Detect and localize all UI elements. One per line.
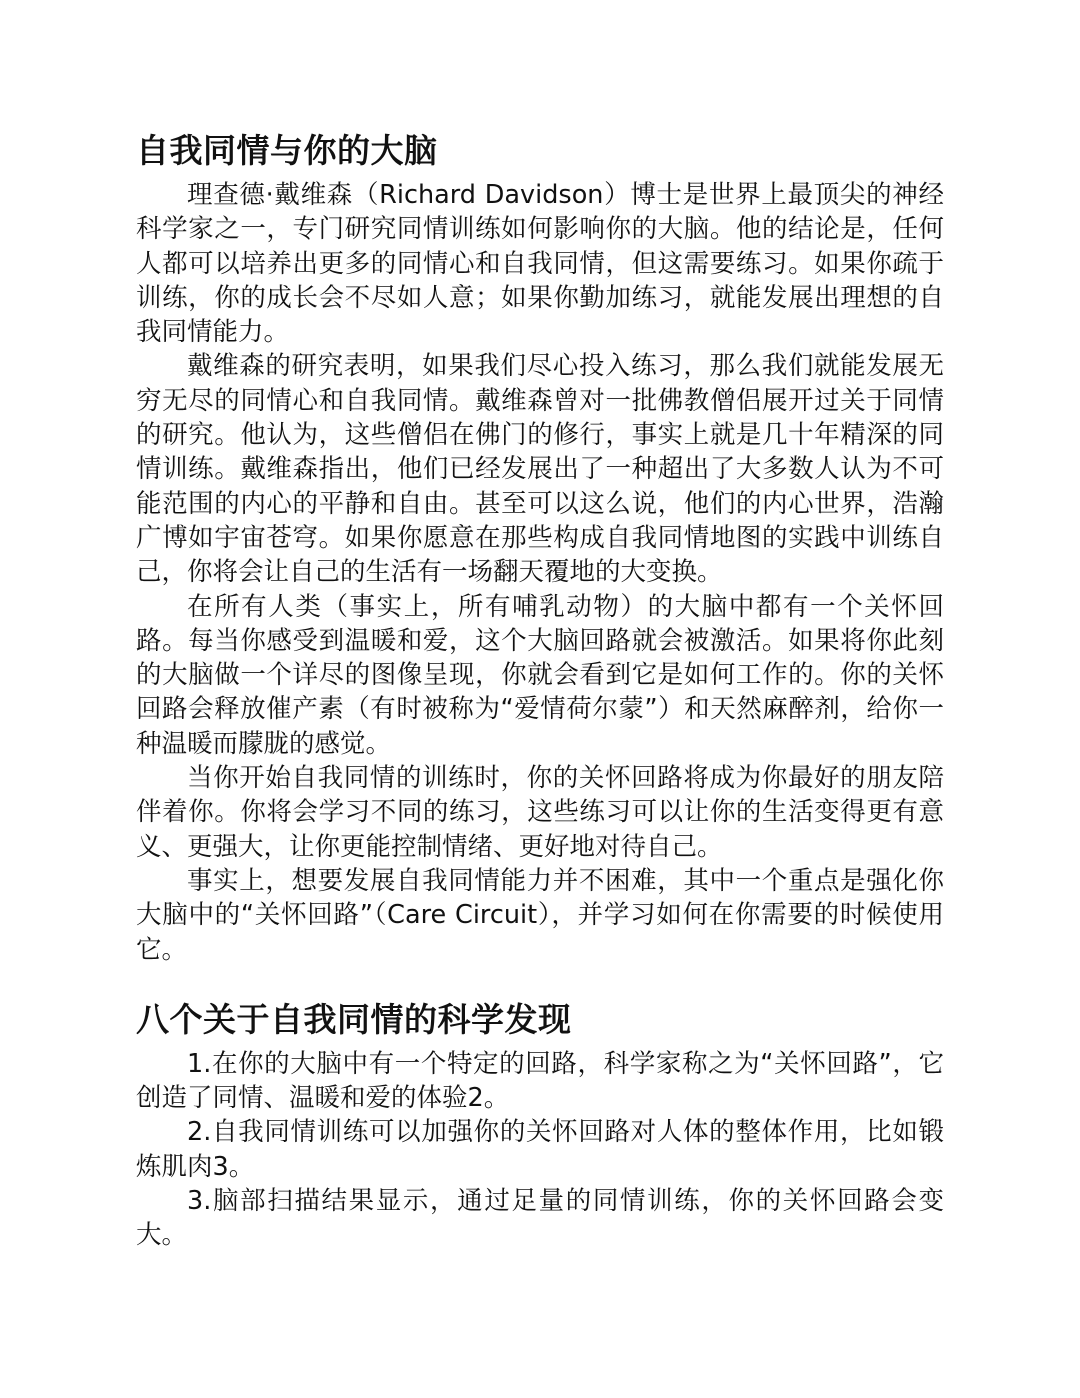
finding-item-1: 1.在你的大脑中有一个特定的回路，科学家称之为“关怀回路”，它创造了同情、温暖和爱的体验2。 — [136, 1048, 944, 1114]
paragraph-care-circuit: 在所有人类（事实上，所有哺乳动物）的大脑中都有一个关怀回路。每当你感受到温暖和爱，这个大脑回路就会被激活。如果将你此刻的大脑做一个详尽的图像呈现，你就会看到它是如何工作的。你的关怀回路会释放催产素（有时被称为“爱情荷尔蒙”）和天然麻醉剂，给你一种温暖而朦胧的感觉。 — [136, 591, 944, 759]
finding-item-2: 2.自我同情训练可以加强你的关怀回路对人体的整体作用，比如锻炼肌肉3。 — [136, 1117, 944, 1182]
section-title-self-compassion-brain: 自我同情与你的大脑 — [136, 131, 438, 170]
section-title-eight-findings: 八个关于自我同情的科学发现 — [136, 999, 572, 1039]
finding-item-3: 3.脑部扫描结果显示，通过足量的同情训练，你的关怀回路会变大。 — [136, 1186, 944, 1251]
paragraph-strengthen-circuit: 事实上，想要发展自我同情能力并不困难，其中一个重点是强化你大脑中的“关怀回路”（Care Circuit），并学习如何在你需要的时候使用它。 — [136, 865, 944, 965]
document-page — [136, 128, 944, 1253]
paragraph-training-start: 当你开始自我同情的训练时，你的关怀回路将成为你最好的朋友陪伴着你。你将会学习不同的练习，这些练习可以让你的生活变得更有意义、更强大，让你更能控制情绪、更好地对待自己。 — [136, 763, 944, 862]
paragraph-davidson-intro: 理查德·戴维森（Richard Davidson）博士是世界上最顶尖的神经科学家之一，专门研究同情训练如何影响你的大脑。他的结论是，任何人都可以培养出更多的同情心和自我同情，但这需要练习。如果你疏于训练，你的成长会不尽如人意；如果你勤加练习，就能发展出理想的自我同情能力。 — [136, 180, 944, 348]
paragraph-davidson-research: 戴维森的研究表明，如果我们尽心投入练习，那么我们就能发展无穷无尽的同情心和自我同情。戴维森曾对一批佛教僧侣展开过关于同情的研究。他认为，这些僧侣在佛门的修行，事实上就是几十年精深的同情训练。戴维森指出，他们已经发展出了一种超出了大多数人认为不可能范围的内心的平静和自由。甚至可以这么说，他们的内心世界，浩瀚广博如宇宙苍穹。如果你愿意在那些构成自我同情地图的实践中训练自己，你将会让自己的生活有一场翻天覆地的大变换。 — [136, 351, 944, 588]
